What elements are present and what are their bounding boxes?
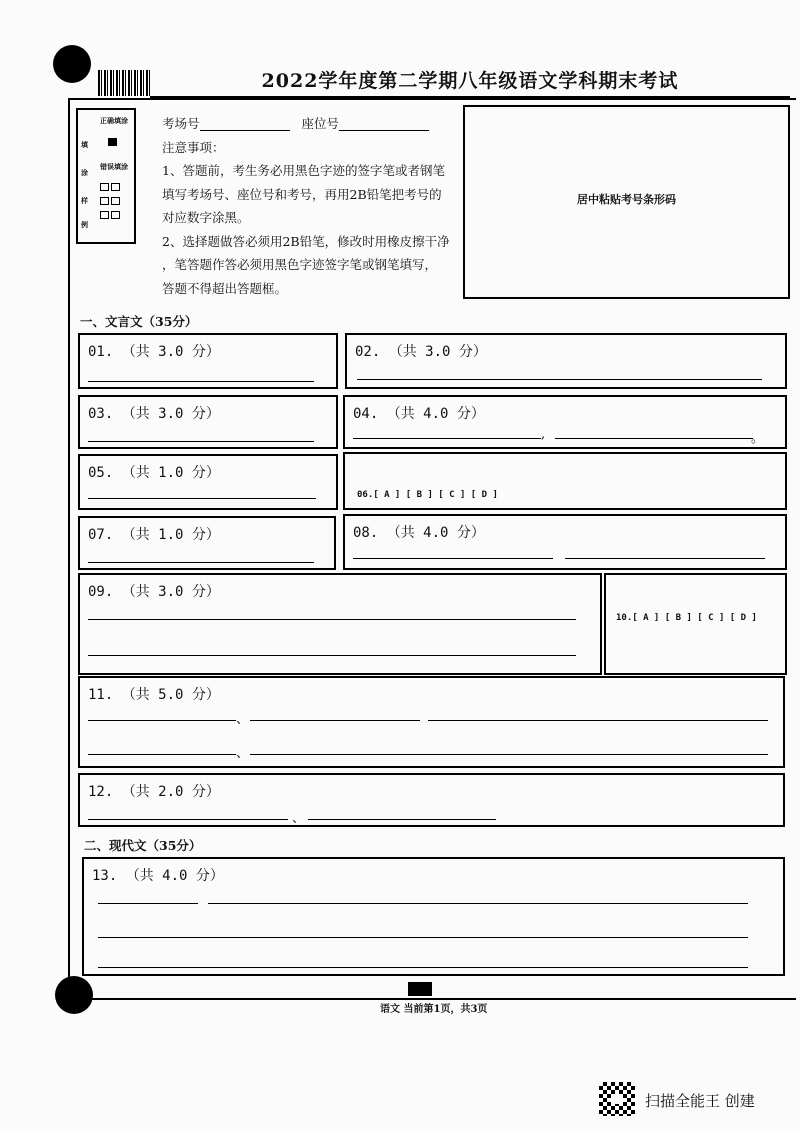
notes-line: 答题不得超出答题框。 <box>162 280 288 296</box>
answer-box-q04[interactable] <box>343 395 787 449</box>
separator: , <box>541 427 546 442</box>
notes-line: 对应数字涂黑。 <box>162 210 250 225</box>
notes-line: ，笔答题作答必须用黑色字迹签字笔或钢笔填写， <box>162 257 438 272</box>
answer-line-1[interactable] <box>353 558 553 559</box>
question-label: 13. （共 4.0 分） <box>92 868 224 884</box>
seat-label: 座位号 <box>301 116 340 131</box>
separator: 。 <box>751 431 765 446</box>
answer-line-2[interactable] <box>88 655 576 656</box>
answer-box-q07[interactable] <box>78 516 336 570</box>
answer-box-q03[interactable] <box>78 395 338 449</box>
exam-room-label: 考场号 <box>162 116 200 131</box>
choice-options-q06[interactable]: 06.[ A ] [ B ] [ C ] [ D ] <box>357 490 498 500</box>
page-barcode <box>98 70 150 96</box>
barcode-paste-area <box>463 105 790 299</box>
registration-mark-top <box>53 45 91 83</box>
legend-wrong-examples <box>100 182 122 224</box>
question-label: 03. （共 3.0 分） <box>88 406 220 422</box>
answer-line[interactable] <box>357 379 762 380</box>
section-title-modern: 二、现代文（35分） <box>84 838 202 853</box>
answer-box-q10[interactable] <box>604 573 787 675</box>
question-label: 09. （共 3.0 分） <box>88 584 220 600</box>
fill-example-legend <box>76 108 136 244</box>
answer-line[interactable] <box>88 754 236 755</box>
answer-line[interactable] <box>208 903 748 904</box>
answer-box-q13[interactable] <box>82 857 785 976</box>
answer-box-q12[interactable] <box>78 773 785 827</box>
notes-line: 1、答题前，考生务必用黑色字迹的签字笔或者钢笔 <box>162 163 445 178</box>
legend-correct-example <box>108 138 119 148</box>
qr-code-icon <box>599 1082 635 1116</box>
answer-line-1[interactable] <box>88 819 288 820</box>
answer-box-q11[interactable] <box>78 676 785 768</box>
legend-correct-label: 正确填涂 <box>100 116 128 125</box>
barcode-paste-label: 居中粘贴考号条形码 <box>577 193 676 206</box>
id-fields <box>162 112 462 136</box>
section-title-classical: 一、文言文（35分） <box>80 314 198 329</box>
notes-line: 2、选择题做答必须用2B铅笔，修改时用橡皮擦干净 <box>162 233 450 249</box>
answer-line[interactable] <box>98 967 748 968</box>
page-footer: 语文 当前第1页，共3页 <box>380 1004 488 1015</box>
answer-line-2[interactable] <box>565 558 765 559</box>
answer-line[interactable] <box>88 720 236 721</box>
answer-line-2[interactable] <box>308 819 496 820</box>
question-label: 07. （共 1.0 分） <box>88 527 220 543</box>
question-label: 08. （共 4.0 分） <box>353 525 485 541</box>
answer-box-q01[interactable] <box>78 333 338 389</box>
question-label: 12. （共 2.0 分） <box>88 784 220 800</box>
answer-line-1[interactable] <box>353 438 541 439</box>
answer-line[interactable] <box>88 498 316 499</box>
separator: 、 <box>236 746 250 761</box>
answer-box-q09[interactable] <box>78 573 602 675</box>
legend-side-3: 样 <box>81 196 88 205</box>
answer-box-q06[interactable] <box>343 452 787 510</box>
separator: 、 <box>236 712 250 727</box>
legend-wrong-label: 错误填涂 <box>100 162 128 171</box>
question-label: 05. （共 1.0 分） <box>88 465 220 481</box>
notes-line: 填写考场号、座位号和考号，再用2B铅笔把考号的 <box>162 186 442 202</box>
question-label: 02. （共 3.0 分） <box>355 344 487 360</box>
answer-line[interactable] <box>88 562 314 563</box>
answer-line-2[interactable] <box>555 438 753 439</box>
top-rule <box>150 96 790 98</box>
scanner-watermark: 扫描全能王 创建 <box>645 1092 755 1110</box>
separator: 、 <box>292 811 306 826</box>
answer-box-q05[interactable] <box>78 454 338 510</box>
legend-side-1: 填 <box>81 140 88 149</box>
answer-line-1[interactable] <box>88 619 576 620</box>
notes-title: 注意事项： <box>162 139 225 155</box>
exam-room-field[interactable] <box>200 118 290 131</box>
answer-line[interactable] <box>98 937 748 938</box>
answer-line[interactable] <box>88 381 314 382</box>
answer-line[interactable] <box>428 720 768 721</box>
answer-box-q08[interactable] <box>343 514 787 570</box>
answer-line[interactable] <box>250 720 420 721</box>
answer-line[interactable] <box>98 903 198 904</box>
question-label: 01. （共 3.0 分） <box>88 344 220 360</box>
exam-notes <box>162 112 462 300</box>
answer-line[interactable] <box>88 441 314 442</box>
seat-field[interactable] <box>339 118 429 131</box>
question-label: 11. （共 5.0 分） <box>88 687 220 703</box>
legend-side-2: 涂 <box>81 168 88 177</box>
answer-line[interactable] <box>250 754 768 755</box>
choice-options-q10[interactable]: 10.[ A ] [ B ] [ C ] [ D ] <box>616 613 757 623</box>
answer-box-q02[interactable] <box>345 333 787 389</box>
legend-side-4: 例 <box>81 220 88 229</box>
question-label: 04. （共 4.0 分） <box>353 406 485 422</box>
exam-title: 2022学年度第二学期八年级语文学科期末考试 <box>261 70 679 92</box>
